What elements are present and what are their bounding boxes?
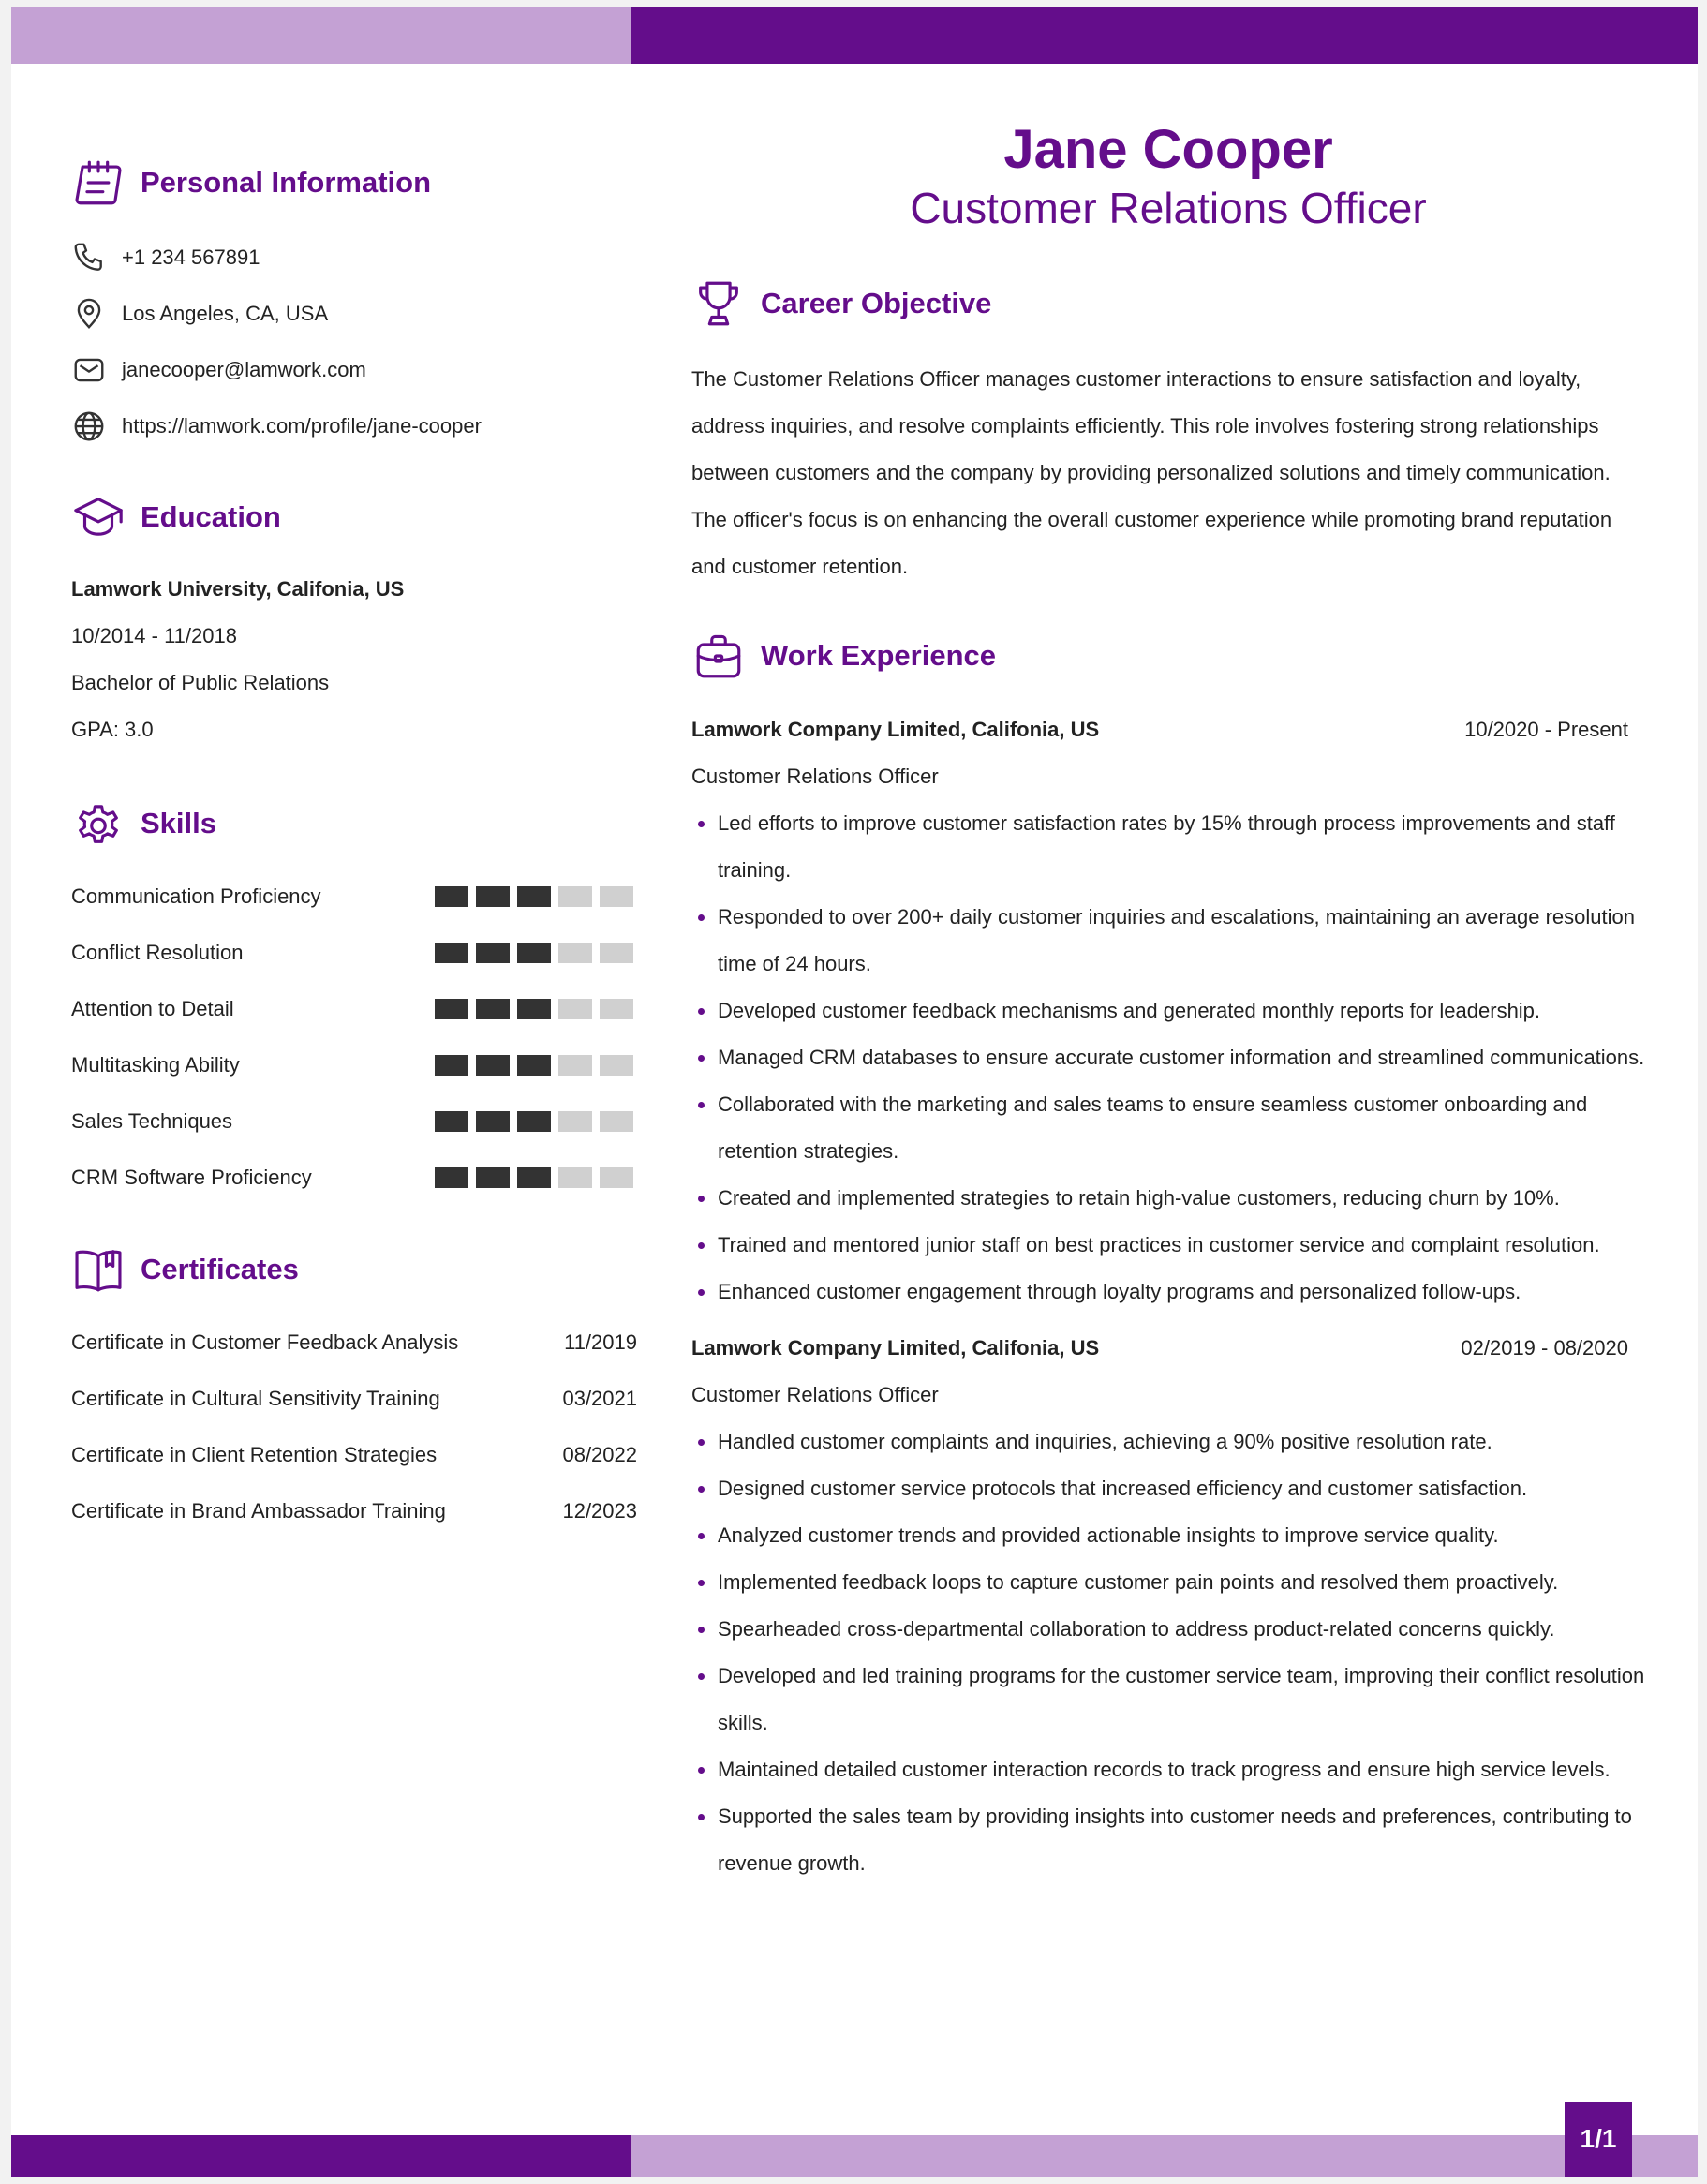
skill-level-segment	[517, 943, 551, 963]
certificate-date: 12/2023	[562, 1499, 637, 1523]
certificate-row	[71, 1443, 637, 1467]
job-bullet: Responded to over 200+ daily customer inquiries and escalations, maintaining an average resolution time of 24 hours.	[718, 894, 1664, 988]
skill-level-segment	[435, 999, 468, 1019]
job-dates: 02/2019 - 08/2020	[1461, 1336, 1628, 1359]
page-number-badge: 1/1	[1565, 2102, 1632, 2177]
job-bullets	[691, 800, 1664, 1315]
skill-name: Conflict Resolution	[71, 941, 244, 964]
skill-level-segment	[600, 1111, 633, 1132]
education-school: Lamwork University, Califonia, US	[71, 577, 405, 601]
certificates-title: Certificates	[141, 1253, 299, 1285]
skills-header	[71, 796, 216, 851]
certificates-header	[71, 1242, 299, 1297]
email-text: janecooper@lamwork.com	[122, 358, 366, 381]
skill-level-segment	[558, 1055, 592, 1076]
briefcase-icon	[691, 629, 746, 683]
skill-level-segment	[600, 886, 633, 907]
top-bar-dark	[631, 7, 1698, 64]
skill-level-segment	[517, 1167, 551, 1188]
skill-level-segment	[476, 1111, 510, 1132]
skill-row	[71, 1164, 633, 1192]
education-header	[71, 490, 281, 544]
skill-level-segment	[600, 999, 633, 1019]
job-company: Lamwork Company Limited, Califonia, US	[691, 1336, 1100, 1359]
skill-level-segment	[435, 1055, 468, 1076]
graduation-cap-icon	[71, 490, 126, 544]
skill-level-segment	[476, 886, 510, 907]
skill-level-segment	[435, 1111, 468, 1132]
skill-row	[71, 1107, 633, 1136]
job-bullet: Implemented feedback loops to capture customer pain points and resolved them proactively.	[718, 1559, 1664, 1606]
skill-row	[71, 939, 633, 967]
skill-level-segment	[600, 1055, 633, 1076]
certificate-date: 08/2022	[562, 1443, 637, 1466]
globe-icon	[71, 409, 107, 444]
experience-title: Work Experience	[761, 639, 996, 672]
skill-level-bar	[435, 1055, 633, 1076]
phone-text: +1 234 567891	[122, 245, 260, 269]
certificate-name: Certificate in Brand Ambassador Training	[71, 1499, 446, 1523]
job-bullet: Developed and led training programs for the customer service team, improving their conflict resolution skills.	[718, 1653, 1664, 1746]
objective-title: Career Objective	[761, 287, 992, 319]
skill-level-bar	[435, 886, 633, 907]
job-dates: 10/2020 - Present	[1464, 718, 1628, 741]
job-bullet: Led efforts to improve customer satisfaction rates by 15% through process improvements and staff training.	[718, 800, 1664, 894]
objective-header	[691, 276, 991, 331]
skill-level-segment	[558, 943, 592, 963]
skill-level-segment	[476, 1167, 510, 1188]
skill-level-segment	[517, 1111, 551, 1132]
job-bullet: Collaborated with the marketing and sales teams to ensure seamless customer onboarding and retention strategies.	[718, 1081, 1664, 1175]
skill-name: Attention to Detail	[71, 997, 234, 1020]
education-dates: 10/2014 - 11/2018	[71, 624, 237, 647]
certificate-name: Certificate in Customer Feedback Analysis	[71, 1330, 459, 1354]
certificate-name: Certificate in Client Retention Strategies	[71, 1443, 438, 1466]
mail-icon	[71, 352, 107, 388]
job-bullet: Enhanced customer engagement through loyalty programs and personalized follow-ups.	[718, 1269, 1664, 1315]
skill-level-bar	[435, 999, 633, 1019]
skill-level-segment	[600, 943, 633, 963]
job-bullet: Designed customer service protocols that increased efficiency and customer satisfaction.	[718, 1465, 1664, 1512]
skill-level-bar	[435, 1111, 633, 1132]
education-degree: Bachelor of Public Relations	[71, 671, 330, 694]
experience-header	[691, 629, 996, 683]
certificate-row	[71, 1499, 637, 1523]
candidate-name: Jane Cooper	[1003, 119, 1333, 180]
education-gpa: GPA: 3.0	[71, 718, 154, 741]
skill-name: Communication Proficiency	[71, 884, 321, 908]
location-pin-icon	[71, 296, 107, 332]
resume-page	[11, 7, 1698, 2177]
skill-row	[71, 1051, 633, 1079]
skill-level-segment	[517, 1055, 551, 1076]
job-bullet: Maintained detailed customer interaction records to track progress and ensure high service levels.	[718, 1746, 1664, 1793]
skill-row	[71, 995, 633, 1023]
website-text: https://lamwork.com/profile/jane-cooper	[122, 414, 482, 438]
job-bullet: Handled customer complaints and inquiries, achieving a 90% positive resolution rate.	[718, 1419, 1664, 1465]
certificate-row	[71, 1387, 637, 1411]
calendar-note-icon	[71, 156, 126, 210]
job-bullet: Created and implemented strategies to retain high-value customers, reducing churn by 10%.	[718, 1175, 1664, 1222]
job-position: Customer Relations Officer	[691, 765, 939, 788]
skill-level-segment	[558, 1111, 592, 1132]
phone-icon	[71, 240, 107, 275]
skill-level-segment	[517, 886, 551, 907]
skill-name: Multitasking Ability	[71, 1053, 240, 1077]
skill-name: Sales Techniques	[71, 1109, 233, 1133]
job-position: Customer Relations Officer	[691, 1383, 939, 1406]
skill-level-segment	[476, 1055, 510, 1076]
bottom-bar-dark	[11, 2135, 631, 2177]
skill-level-segment	[476, 999, 510, 1019]
job-bullet: Trained and mentored junior staff on best practices in customer service and complaint resolution.	[718, 1222, 1664, 1269]
skill-level-segment	[558, 999, 592, 1019]
skill-level-segment	[435, 886, 468, 907]
website-row	[71, 409, 482, 444]
job-bullet: Spearheaded cross-departmental collaboration to address product-related concerns quickly.	[718, 1606, 1664, 1653]
skill-level-segment	[558, 886, 592, 907]
job-header	[691, 718, 1628, 742]
skill-level-segment	[558, 1167, 592, 1188]
email-row	[71, 352, 366, 388]
certificate-date: 11/2019	[564, 1330, 637, 1354]
personal-info-header	[71, 156, 431, 210]
open-book-icon	[71, 1242, 126, 1297]
skill-level-segment	[517, 999, 551, 1019]
skill-level-segment	[476, 943, 510, 963]
certificate-name: Certificate in Cultural Sensitivity Training	[71, 1387, 440, 1410]
candidate-role: Customer Relations Officer	[910, 184, 1427, 232]
objective-text: The Customer Relations Officer manages customer interactions to ensure satisfaction and loyalty, address inquiries, and resolve complaints efficiently. This role involves fostering strong relationships between customers and the company by providing personalized solutions and timely communication. The officer's focus is on enhancing the overall customer experience while promoting brand reputation and customer retention.	[691, 367, 1612, 578]
trophy-icon	[691, 276, 746, 331]
gear-icon	[71, 796, 126, 851]
top-bar-light	[11, 7, 631, 64]
job-bullets	[691, 1419, 1664, 1887]
job-bullet: Developed customer feedback mechanisms and generated monthly reports for leadership.	[718, 988, 1664, 1034]
skill-level-bar	[435, 943, 633, 963]
personal-info-title: Personal Information	[141, 166, 432, 199]
phone-row	[71, 240, 260, 275]
skill-level-segment	[435, 943, 468, 963]
location-row	[71, 296, 328, 332]
education-title: Education	[141, 500, 281, 533]
certificate-row	[71, 1330, 637, 1355]
job-company: Lamwork Company Limited, Califonia, US	[691, 718, 1100, 741]
job-bullet: Supported the sales team by providing insights into customer needs and preferences, contributing to revenue growth.	[718, 1793, 1664, 1887]
job-bullet: Managed CRM databases to ensure accurate customer information and streamlined communications.	[718, 1034, 1664, 1081]
location-text: Los Angeles, CA, USA	[122, 302, 329, 325]
job-bullet: Analyzed customer trends and provided actionable insights to improve service quality.	[718, 1512, 1664, 1559]
certificate-date: 03/2021	[562, 1387, 637, 1410]
skill-level-bar	[435, 1167, 633, 1188]
skill-row	[71, 883, 633, 911]
job-header	[691, 1336, 1628, 1360]
skill-level-segment	[435, 1167, 468, 1188]
skills-title: Skills	[141, 807, 216, 839]
bottom-bar-light	[631, 2135, 1698, 2177]
skill-name: CRM Software Proficiency	[71, 1166, 312, 1189]
skill-level-segment	[600, 1167, 633, 1188]
